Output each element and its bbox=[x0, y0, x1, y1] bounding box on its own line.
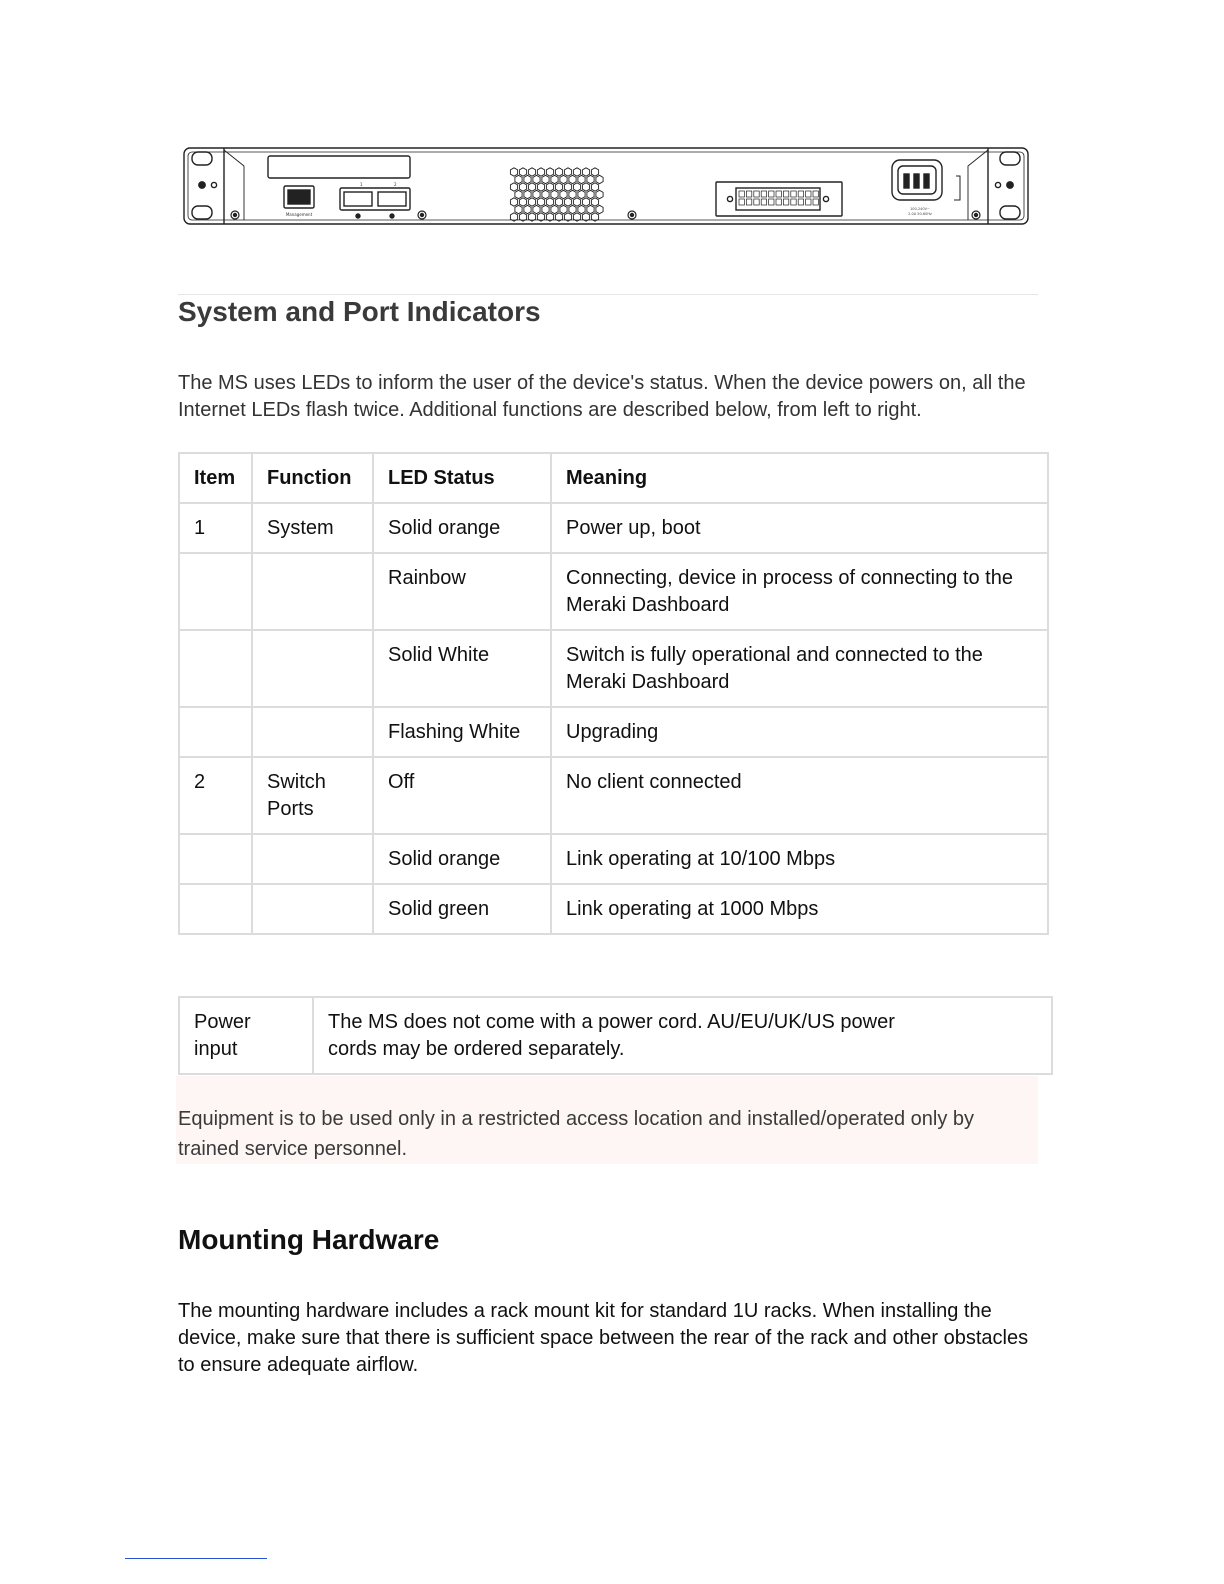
table-row bbox=[179, 997, 1052, 1074]
vent-cell bbox=[591, 183, 598, 191]
led-status-table bbox=[178, 452, 1049, 935]
vent-cell bbox=[587, 205, 594, 213]
vent-cell bbox=[560, 175, 567, 183]
cell-function: Switch Ports bbox=[252, 757, 373, 834]
connector-pin bbox=[776, 191, 781, 197]
vent-cell bbox=[587, 190, 594, 198]
header-meaning: Meaning bbox=[551, 453, 1048, 503]
cell-item bbox=[179, 707, 252, 757]
vent-cell bbox=[519, 198, 526, 206]
vent-cell bbox=[542, 175, 549, 183]
section-title-indicators: System and Port Indicators bbox=[178, 296, 541, 327]
table-row bbox=[179, 503, 1048, 553]
connector-pin bbox=[761, 199, 766, 205]
cell-status: Off bbox=[373, 757, 551, 834]
vent-cell bbox=[546, 168, 553, 176]
power-input-text: The MS does not come with a power cord. AU/EU/UK/US power cords may be ordered separately. bbox=[313, 997, 1052, 1074]
power-input-label: Power input bbox=[179, 997, 313, 1074]
connector-pin bbox=[813, 199, 818, 205]
section-divider bbox=[178, 294, 1038, 295]
vent-cell bbox=[515, 175, 522, 183]
vent-cell bbox=[546, 198, 553, 206]
vent-cell bbox=[582, 198, 589, 206]
vent-cell bbox=[524, 205, 531, 213]
cell-meaning: Link operating at 10/100 Mbps bbox=[551, 834, 1048, 884]
cell-function: System bbox=[252, 503, 373, 553]
vent-cell bbox=[560, 205, 567, 213]
vent-cell bbox=[591, 198, 598, 206]
vent-cell bbox=[551, 175, 558, 183]
cell-function bbox=[252, 834, 373, 884]
table-row bbox=[179, 630, 1048, 707]
cell-item bbox=[179, 884, 252, 934]
vent-cell bbox=[555, 183, 562, 191]
header-item: Item bbox=[179, 453, 252, 503]
vent-cell bbox=[515, 205, 522, 213]
vent-cell bbox=[569, 205, 576, 213]
vent-cell bbox=[524, 175, 531, 183]
vent-cell bbox=[542, 205, 549, 213]
header-function: Function bbox=[252, 453, 373, 503]
footnote-separator bbox=[125, 1558, 267, 1559]
vent-cell bbox=[551, 190, 558, 198]
vent-cell bbox=[591, 168, 598, 176]
table-row bbox=[179, 707, 1048, 757]
vent-cell bbox=[555, 168, 562, 176]
vent-cell bbox=[542, 190, 549, 198]
cell-function bbox=[252, 553, 373, 630]
cell-item bbox=[179, 630, 252, 707]
port-number-1: 1 bbox=[360, 182, 363, 187]
cell-status: Flashing White bbox=[373, 707, 551, 757]
connector-pin bbox=[754, 199, 759, 205]
vent-cell bbox=[510, 168, 517, 176]
cell-meaning: No client connected bbox=[551, 757, 1048, 834]
vent-cell bbox=[560, 190, 567, 198]
cell-item: 1 bbox=[179, 503, 252, 553]
power-input-table bbox=[178, 996, 1053, 1075]
vent-cell bbox=[546, 183, 553, 191]
vent-cell bbox=[533, 175, 540, 183]
cell-status: Solid green bbox=[373, 884, 551, 934]
vent-cell bbox=[582, 183, 589, 191]
table-row bbox=[179, 884, 1048, 934]
vent-cell bbox=[578, 175, 585, 183]
cell-function bbox=[252, 630, 373, 707]
cell-item bbox=[179, 553, 252, 630]
rear-panel-illustration bbox=[180, 140, 1032, 232]
vent-cell bbox=[510, 183, 517, 191]
vent-cell bbox=[519, 168, 526, 176]
connector-pin bbox=[776, 199, 781, 205]
vent-cell bbox=[519, 183, 526, 191]
connector-pin bbox=[769, 191, 774, 197]
warning-text: Equipment is to be used only in a restricted access location and installed/operated only by trained service personnel. bbox=[178, 1108, 975, 1160]
cell-status: Rainbow bbox=[373, 553, 551, 630]
vent-cell bbox=[573, 168, 580, 176]
vent-cell bbox=[596, 175, 603, 183]
vent-cell bbox=[537, 198, 544, 206]
connector-pin bbox=[791, 191, 796, 197]
management-port-label: Management bbox=[285, 212, 313, 217]
connector-pin bbox=[739, 191, 744, 197]
vent-cell bbox=[528, 168, 535, 176]
table-row bbox=[179, 553, 1048, 630]
connector-pin bbox=[761, 191, 766, 197]
cell-meaning: Power up, boot bbox=[551, 503, 1048, 553]
vent-cell bbox=[596, 205, 603, 213]
connector-pin bbox=[791, 199, 796, 205]
connector-pin bbox=[754, 191, 759, 197]
vent-cell bbox=[564, 183, 571, 191]
vent-cell bbox=[578, 190, 585, 198]
cell-meaning: Connecting, device in process of connecting to the Meraki Dashboard bbox=[551, 553, 1048, 630]
vent-cell bbox=[564, 168, 571, 176]
cell-item bbox=[179, 834, 252, 884]
vent-cell bbox=[569, 175, 576, 183]
power-rating-label-line1: 100-240V~ bbox=[910, 207, 930, 211]
vent-cell bbox=[528, 198, 535, 206]
cell-function bbox=[252, 884, 373, 934]
vent-cell bbox=[537, 183, 544, 191]
connector-pin bbox=[783, 199, 788, 205]
vent-cell bbox=[569, 190, 576, 198]
vent-cell bbox=[582, 168, 589, 176]
connector-pin bbox=[739, 199, 744, 205]
vent-cell bbox=[524, 190, 531, 198]
table-row bbox=[179, 834, 1048, 884]
vent-cell bbox=[555, 198, 562, 206]
cell-function bbox=[252, 707, 373, 757]
connector-pin bbox=[783, 191, 788, 197]
cell-item: 2 bbox=[179, 757, 252, 834]
vent-cell bbox=[564, 198, 571, 206]
vent-cell bbox=[578, 205, 585, 213]
vent-cell bbox=[573, 198, 580, 206]
connector-pin bbox=[806, 191, 811, 197]
table-header-row bbox=[179, 453, 1048, 503]
header-led-status: LED Status bbox=[373, 453, 551, 503]
connector-pin bbox=[769, 199, 774, 205]
connector-pin bbox=[798, 199, 803, 205]
cell-status: Solid orange bbox=[373, 834, 551, 884]
table-row bbox=[179, 757, 1048, 834]
vent-cell bbox=[528, 183, 535, 191]
section-title-mounting: Mounting Hardware bbox=[178, 1224, 440, 1255]
vent-cell bbox=[573, 183, 580, 191]
cell-meaning: Upgrading bbox=[551, 707, 1048, 757]
vent-cell bbox=[596, 190, 603, 198]
vent-cell bbox=[533, 190, 540, 198]
vent-cell bbox=[587, 175, 594, 183]
cell-status: Solid orange bbox=[373, 503, 551, 553]
vent-cell bbox=[510, 198, 517, 206]
port-number-2: 2 bbox=[394, 182, 397, 187]
vent-cell bbox=[533, 205, 540, 213]
connector-pin bbox=[813, 191, 818, 197]
connector-pin bbox=[806, 199, 811, 205]
power-rating-label-line2: 2.0A 50-60Hz bbox=[908, 212, 932, 216]
vent-cell bbox=[551, 205, 558, 213]
connector-pin bbox=[798, 191, 803, 197]
mounting-body: The mounting hardware includes a rack mount kit for standard 1U racks. When installing the device, make sure that there is sufficient space between the rear of the rack and other obstacles to ensure adequate airflow. bbox=[178, 1300, 1029, 1376]
cell-meaning: Link operating at 1000 Mbps bbox=[551, 884, 1048, 934]
connector-pin bbox=[746, 191, 751, 197]
connector-pin bbox=[746, 199, 751, 205]
indicators-intro: The MS uses LEDs to inform the user of the device's status. When the device powers on, all the Internet LEDs flash twice. Additional functions are described below, from left to right. bbox=[178, 372, 1026, 421]
vent-cell bbox=[515, 190, 522, 198]
cell-status: Solid White bbox=[373, 630, 551, 707]
cell-meaning: Switch is fully operational and connected to the Meraki Dashboard bbox=[551, 630, 1048, 707]
vent-cell bbox=[537, 168, 544, 176]
